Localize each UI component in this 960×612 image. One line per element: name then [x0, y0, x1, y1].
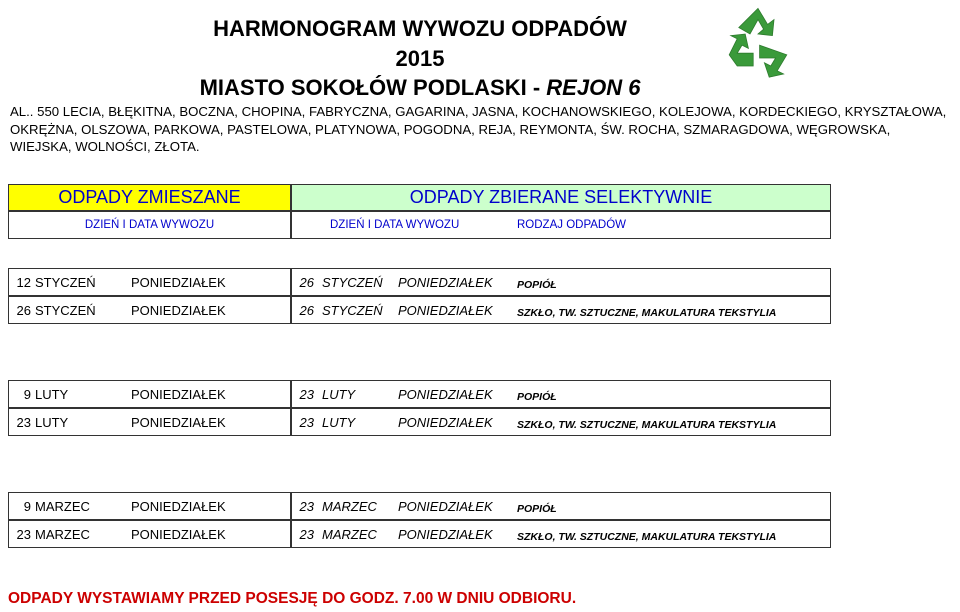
waste-type-subheader-label: RODZAJ ODPADÓW — [517, 219, 627, 231]
mixed-date-subheader-label: DZIEŃ I DATA WYWOZU — [84, 219, 215, 231]
table-row — [8, 408, 291, 436]
mixed-waste-header — [8, 184, 291, 211]
day-number: 9 — [23, 498, 31, 514]
table-row-selective — [291, 408, 831, 436]
waste-type: SZKŁO, TW. SZTUCZNE, MAKULATURA TEKSTYLIA — [517, 307, 777, 319]
selective-month: MARZEC — [322, 498, 377, 514]
selective-month: LUTY — [322, 386, 356, 402]
day-number: 23 — [16, 526, 31, 542]
mixed-waste-header-label: ODPADY ZMIESZANE — [58, 187, 241, 207]
selective-weekday: PONIEDZIAŁEK — [398, 386, 493, 402]
selective-day-number: 26 — [299, 274, 314, 290]
weekday: PONIEDZIAŁEK — [131, 386, 226, 402]
selective-subheader — [291, 211, 831, 239]
month: STYCZEŃ — [35, 302, 96, 318]
table-row-selective — [291, 296, 831, 324]
day-number: 9 — [23, 386, 31, 402]
year: 2015 — [395, 46, 445, 71]
waste-type: POPIÓŁ — [517, 391, 557, 403]
weekday: PONIEDZIAŁEK — [131, 302, 226, 318]
mixed-date-subheader — [8, 211, 291, 239]
waste-type: POPIÓŁ — [517, 503, 557, 515]
selective-day-number: 26 — [299, 302, 314, 318]
selective-weekday: PONIEDZIAŁEK — [398, 414, 493, 430]
month: STYCZEŃ — [35, 274, 96, 290]
selective-month: STYCZEŃ — [322, 274, 383, 290]
month: MARZEC — [35, 498, 90, 514]
page-title: HARMONOGRAM WYWOZU ODPADÓW — [213, 16, 627, 41]
table-row-selective — [291, 268, 831, 296]
waste-type: POPIÓŁ — [517, 279, 557, 291]
table-row — [8, 268, 291, 296]
month: MARZEC — [35, 526, 90, 542]
table-row — [8, 296, 291, 324]
weekday: PONIEDZIAŁEK — [131, 526, 226, 542]
selective-day-number: 23 — [299, 526, 314, 542]
selective-month: LUTY — [322, 414, 356, 430]
selective-month: MARZEC — [322, 526, 377, 542]
selective-weekday: PONIEDZIAŁEK — [398, 498, 493, 514]
weekday: PONIEDZIAŁEK — [131, 498, 226, 514]
street-list: AL.. 550 LECIA, BŁĘKITNA, BOCZNA, CHOPINA, FABRYCZNA, GAGARINA, JASNA, KOCHANOWSKIEGO, KOLEJOWA, KORDECKIEGO, KRYSZTAŁOWA, OKRĘŻNA, OLSZOWA, PARKOWA, PASTELOWA, PLATYNOWA, POGODNA, REJA, REYMONTA, ŚW. ROCHA, SZMARAGDOWA, WĘGROWSKA, WIEJSKA, WOLNOŚCI, ZŁOTA. — [10, 104, 947, 154]
table-row-selective — [291, 520, 831, 548]
weekday: PONIEDZIAŁEK — [131, 414, 226, 430]
table-row-selective — [291, 380, 831, 408]
table-row — [8, 380, 291, 408]
month: LUTY — [35, 386, 69, 402]
selective-day-number: 23 — [299, 498, 314, 514]
region: REJON 6 — [546, 75, 641, 100]
selective-month: STYCZEŃ — [322, 302, 383, 318]
month: LUTY — [35, 414, 69, 430]
selective-day-number: 23 — [299, 414, 314, 430]
selective-weekday: PONIEDZIAŁEK — [398, 274, 493, 290]
table-row — [8, 520, 291, 548]
recycle-icon — [718, 2, 798, 82]
weekday: PONIEDZIAŁEK — [131, 274, 226, 290]
selective-weekday: PONIEDZIAŁEK — [398, 526, 493, 542]
waste-type: SZKŁO, TW. SZTUCZNE, MAKULATURA TEKSTYLIA — [517, 531, 777, 543]
selective-waste-header — [291, 184, 831, 211]
selective-waste-header-label: ODPADY ZBIERANE SELEKTYWNIE — [409, 187, 713, 207]
day-number: 23 — [16, 414, 31, 430]
table-row — [8, 492, 291, 520]
city: MIASTO SOKOŁÓW PODLASKI - — [199, 75, 547, 100]
selective-day-number: 23 — [299, 386, 314, 402]
footer-notice: ODPADY WYSTAWIAMY PRZED POSESJĘ DO GODZ. 7.00 W DNIU ODBIORU. — [8, 590, 577, 607]
waste-type: SZKŁO, TW. SZTUCZNE, MAKULATURA TEKSTYLIA — [517, 419, 777, 431]
selective-date-subheader-label: DZIEŃ I DATA WYWOZU — [330, 219, 460, 231]
day-number: 26 — [16, 302, 31, 318]
selective-weekday: PONIEDZIAŁEK — [398, 302, 493, 318]
day-number: 12 — [16, 274, 31, 290]
table-row-selective — [291, 492, 831, 520]
city-region — [0, 75, 840, 101]
